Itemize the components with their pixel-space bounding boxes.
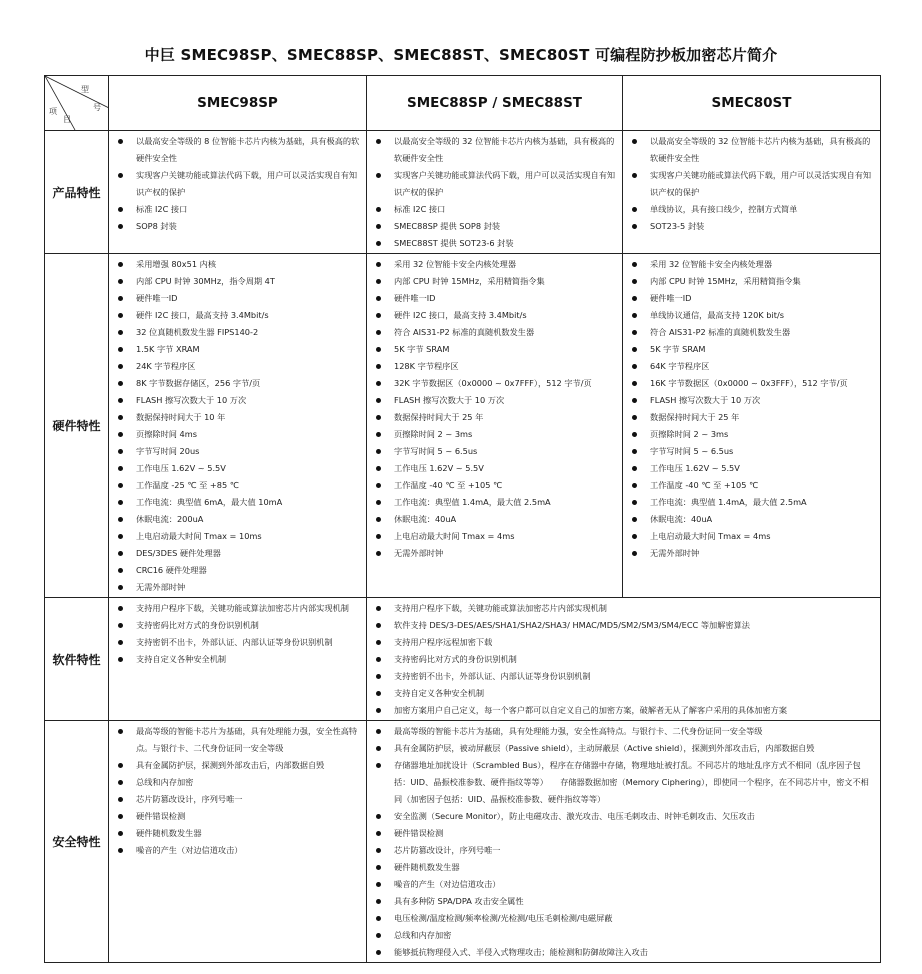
list-item: 字节写时间 20us — [109, 443, 363, 460]
row-label-security: 安全特性 — [45, 721, 109, 963]
list-item: 页擦除时间 2 ~ 3ms — [623, 426, 877, 443]
list-item: 硬件随机数发生器 — [109, 825, 363, 842]
list-item: 64K 字节程序区 — [623, 358, 877, 375]
list-item: 单线协议通信，最高支持 120K bit/s — [623, 307, 877, 324]
list-item: 总线和内存加密 — [109, 774, 363, 791]
list-item: 硬件随机数发生器 — [367, 859, 877, 876]
column-header-smec88: SMEC88SP / SMEC88ST — [367, 76, 623, 131]
corner-model-a: 型 — [81, 85, 89, 94]
list-item: 内部 CPU 时钟 15MHz，采用精简指令集 — [367, 273, 619, 290]
list-item: 具有金属防护层，被动屏蔽层（Passive shield），主动屏蔽层（Active shield），探测到外部攻击后，内部数据自毁 — [367, 740, 877, 757]
list-item: SOP8 封装 — [109, 218, 363, 235]
list-item: 32 位真随机数发生器 FIPS140-2 — [109, 324, 363, 341]
bullet-list — [109, 598, 366, 669]
cell-product-smec88 — [367, 131, 623, 254]
list-item: 硬件唯一ID — [367, 290, 619, 307]
list-item: 标准 I2C 接口 — [109, 201, 363, 218]
list-item: 支持用户程序远程加密下载 — [367, 634, 877, 651]
table-header-row — [45, 76, 881, 131]
list-item: DES/3DES 硬件处理器 — [109, 545, 363, 562]
list-item: 数据保持时间大于 10 年 — [109, 409, 363, 426]
list-item: 上电启动最大时间 Tmax = 10ms — [109, 528, 363, 545]
list-item: 休眠电流：200uA — [109, 511, 363, 528]
list-item: 硬件错误检测 — [367, 825, 877, 842]
list-item: 具有金属防护层，探测到外部攻击后，内部数据自毁 — [109, 757, 363, 774]
list-item: 支持密码比对方式的身份识别机制 — [367, 651, 877, 668]
list-item: 上电启动最大时间 Tmax = 4ms — [623, 528, 877, 545]
list-item: 实现客户关键功能或算法代码下载，用户可以灵活实现自有知识产权的保护 — [623, 167, 877, 201]
list-item: 噪音的产生（对边信道攻击） — [367, 876, 877, 893]
list-item: 1.5K 字节 XRAM — [109, 341, 363, 358]
list-item: 字节写时间 5 ~ 6.5us — [367, 443, 619, 460]
column-header-smec98sp: SMEC98SP — [109, 76, 367, 131]
list-item: 硬件 I2C 接口，最高支持 3.4Mbit/s — [367, 307, 619, 324]
list-item: SMEC88SP 提供 SOP8 封装 — [367, 218, 619, 235]
list-item: 存储器地址加扰设计（Scrambled Bus），程序在存储器中存储，物理地址被打乱。不同芯片的地址乱序方式不相同（乱序因子包括：UID、晶振校准参数、硬件指纹等等） 存储器数据加密（Memory Ciphering），即使同一个程序，在不同芯片中，密文不相同（加密因子包括：UID、晶振校准参数、硬件指纹等等） — [367, 757, 877, 808]
list-item: 工作温度 -40 ℃ 至 +105 ℃ — [623, 477, 877, 494]
list-item: 工作温度 -40 ℃ 至 +105 ℃ — [367, 477, 619, 494]
row-label-product: 产品特性 — [45, 131, 109, 254]
page-title: 中巨 SMEC98SP、SMEC88SP、SMEC88ST、SMEC80ST 可编程防抄板加密芯片简介 — [144, 46, 778, 64]
list-item: 内部 CPU 时钟 30MHz，指令周期 4T — [109, 273, 363, 290]
list-item: 加密方案用户自己定义，每一个客户都可以自定义自己的加密方案，破解者无从了解客户采用的具体加密方案 — [367, 702, 877, 719]
list-item: 页擦除时间 4ms — [109, 426, 363, 443]
list-item: 支持密钥不出卡，外部认证、内部认证等身份识别机制 — [109, 634, 363, 651]
bullet-list — [367, 598, 880, 720]
spec-table — [44, 75, 881, 963]
list-item: 支持自定义各种安全机制 — [367, 685, 877, 702]
list-item: 工作电流：典型值 6mA，最大值 10mA — [109, 494, 363, 511]
bullet-list — [623, 254, 880, 563]
list-item: 总线和内存加密 — [367, 927, 877, 944]
bullet-list — [367, 721, 880, 962]
row-hardware — [45, 254, 881, 598]
list-item: 上电启动最大时间 Tmax = 4ms — [367, 528, 619, 545]
list-item: 数据保持时间大于 25 年 — [623, 409, 877, 426]
cell-product-smec98sp — [109, 131, 367, 254]
list-item: 单线协议，具有接口线少，控制方式简单 — [623, 201, 877, 218]
list-item: 芯片防篡改设计，序列号唯一 — [367, 842, 877, 859]
list-item: 工作电流：典型值 1.4mA，最大值 2.5mA — [623, 494, 877, 511]
list-item: 能够抵抗物理侵入式、半侵入式物理攻击；能检测和防御故障注入攻击 — [367, 944, 877, 961]
list-item: 无需外部时钟 — [623, 545, 877, 562]
list-item: FLASH 擦写次数大于 10 万次 — [367, 392, 619, 409]
corner-model-b: 号 — [93, 103, 101, 112]
corner-item-a: 项 — [49, 107, 57, 116]
list-item: 支持自定义各种安全机制 — [109, 651, 363, 668]
list-item: 5K 字节 SRAM — [367, 341, 619, 358]
bullet-list — [623, 131, 880, 236]
list-item: SMEC88ST 提供 SOT23-6 封装 — [367, 235, 619, 252]
list-item: 5K 字节 SRAM — [623, 341, 877, 358]
list-item: 字节写时间 5 ~ 6.5us — [623, 443, 877, 460]
list-item: 数据保持时间大于 25 年 — [367, 409, 619, 426]
list-item: 实现客户关键功能或算法代码下载，用户可以灵活实现自有知识产权的保护 — [367, 167, 619, 201]
list-item: 工作温度 -25 ℃ 至 +85 ℃ — [109, 477, 363, 494]
row-security — [45, 721, 881, 963]
bullet-list — [367, 131, 622, 253]
cell-security-smec98sp — [109, 721, 367, 963]
row-product — [45, 131, 881, 254]
list-item: 硬件错误检测 — [109, 808, 363, 825]
list-item: 支持密钥不出卡，外部认证、内部认证等身份识别机制 — [367, 668, 877, 685]
cell-software-smec98sp — [109, 598, 367, 721]
list-item: 128K 字节程序区 — [367, 358, 619, 375]
list-item: 芯片防篡改设计，序列号唯一 — [109, 791, 363, 808]
corner-cell — [45, 76, 109, 131]
list-item: 采用 32 位智能卡安全内核处理器 — [367, 256, 619, 273]
cell-product-smec80st — [623, 131, 881, 254]
list-item: 8K 字节数据存储区，256 字节/页 — [109, 375, 363, 392]
bullet-list — [367, 254, 622, 563]
list-item: 休眠电流：40uA — [623, 511, 877, 528]
list-item: 工作电压 1.62V ~ 5.5V — [623, 460, 877, 477]
list-item: 工作电压 1.62V ~ 5.5V — [367, 460, 619, 477]
list-item: 硬件 I2C 接口，最高支持 3.4Mbit/s — [109, 307, 363, 324]
list-item: 以最高安全等级的 32 位智能卡芯片内核为基础，具有极高的软硬件安全性 — [623, 133, 877, 167]
list-item: 采用增强 80x51 内核 — [109, 256, 363, 273]
list-item: 页擦除时间 2 ~ 3ms — [367, 426, 619, 443]
list-item: FLASH 擦写次数大于 10 万次 — [109, 392, 363, 409]
list-item: 休眠电流：40uA — [367, 511, 619, 528]
list-item: 最高等级的智能卡芯片为基础，具有处理能力强，安全性高特点。与银行卡、二代身份证同一安全等级 — [367, 723, 877, 740]
list-item: 支持用户程序下载，关键功能或算法加密芯片内部实现机制 — [367, 600, 877, 617]
cell-hardware-smec80st — [623, 254, 881, 598]
list-item: 32K 字节数据区（0x0000 ~ 0x7FFF），512 字节/页 — [367, 375, 619, 392]
cell-hardware-smec98sp — [109, 254, 367, 598]
column-header-smec80st: SMEC80ST — [623, 76, 881, 131]
list-item: 工作电流：典型值 1.4mA，最大值 2.5mA — [367, 494, 619, 511]
list-item: 最高等级的智能卡芯片为基础，具有处理能力强，安全性高特点。与银行卡、二代身份证同一安全等级 — [109, 723, 363, 757]
list-item: CRC16 硬件处理器 — [109, 562, 363, 579]
list-item: 工作电压 1.62V ~ 5.5V — [109, 460, 363, 477]
list-item: 标准 I2C 接口 — [367, 201, 619, 218]
list-item: 噪音的产生（对边信道攻击） — [109, 842, 363, 859]
list-item: 实现客户关键功能或算法代码下载，用户可以灵活实现自有知识产权的保护 — [109, 167, 363, 201]
list-item: 无需外部时钟 — [109, 579, 363, 596]
list-item: 硬件唯一ID — [623, 290, 877, 307]
list-item: 符合 AIS31-P2 标准的真随机数发生器 — [623, 324, 877, 341]
list-item: 硬件唯一ID — [109, 290, 363, 307]
bullet-list — [109, 721, 366, 860]
corner-item-b: 目 — [63, 115, 71, 124]
list-item: 24K 字节程序区 — [109, 358, 363, 375]
list-item: 内部 CPU 时钟 15MHz，采用精简指令集 — [623, 273, 877, 290]
row-software — [45, 598, 881, 721]
list-item: 电压检测/温度检测/频率检测/光检测/电压毛刺检测/电磁屏蔽 — [367, 910, 877, 927]
list-item: 支持密码比对方式的身份识别机制 — [109, 617, 363, 634]
row-label-software: 软件特性 — [45, 598, 109, 721]
cell-software-smec88-smec80st — [367, 598, 881, 721]
list-item: 安全监测（Secure Monitor），防止电磁攻击、激光攻击、电压毛刺攻击、时钟毛刺攻击、欠压攻击 — [367, 808, 877, 825]
list-item: FLASH 擦写次数大于 10 万次 — [623, 392, 877, 409]
list-item: SOT23-5 封装 — [623, 218, 877, 235]
list-item: 16K 字节数据区（0x0000 ~ 0x3FFF），512 字节/页 — [623, 375, 877, 392]
cell-hardware-smec88 — [367, 254, 623, 598]
row-label-hardware: 硬件特性 — [45, 254, 109, 598]
list-item: 支持用户程序下载，关键功能或算法加密芯片内部实现机制 — [109, 600, 363, 617]
list-item: 无需外部时钟 — [367, 545, 619, 562]
list-item: 软件支持 DES/3-DES/AES/SHA1/SHA2/SHA3/ HMAC/MD5/SM2/SM3/SM4/ECC 等加解密算法 — [367, 617, 877, 634]
list-item: 以最高安全等级的 8 位智能卡芯片内核为基础，具有极高的软硬件安全性 — [109, 133, 363, 167]
cell-security-smec88-smec80st — [367, 721, 881, 963]
bullet-list — [109, 131, 366, 236]
bullet-list — [109, 254, 366, 597]
list-item: 以最高安全等级的 32 位智能卡芯片内核为基础，具有极高的软硬件安全性 — [367, 133, 619, 167]
list-item: 采用 32 位智能卡安全内核处理器 — [623, 256, 877, 273]
list-item: 具有多种防 SPA/DPA 攻击安全属性 — [367, 893, 877, 910]
list-item: 符合 AIS31-P2 标准的真随机数发生器 — [367, 324, 619, 341]
